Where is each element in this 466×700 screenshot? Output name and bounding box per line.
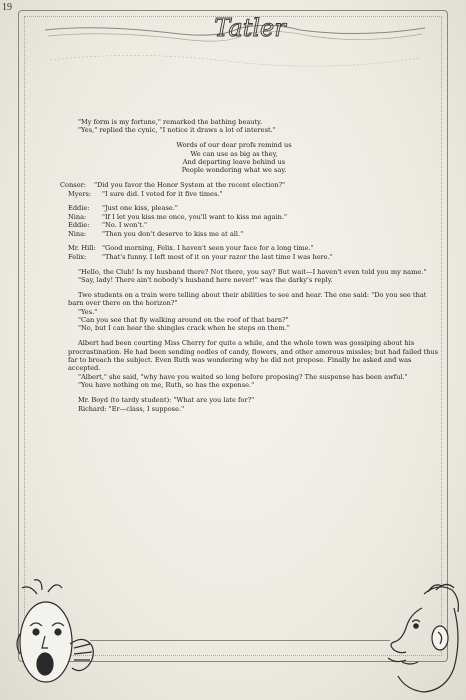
joke-paragraph: Albert had been courting Miss Cherry for quite a while, and the whole town was gossiping about his procrastination. He had been sending oodles of candy, flowers, and other amorous missles; but had failed thus far to broach the subject. Even Ruth was wondering why he did not propose. Finally he asked and was accepted. [68,339,438,373]
speaker-text: "No. I won't." [102,221,148,230]
speaker-name: Mr. Hill: [68,244,96,253]
speaker-name: Eddie: [68,204,90,213]
speaker-text: "If I let you kiss me once, you'll want to kiss me again." [102,212,288,221]
speaker-name: Eddie: [68,221,90,230]
speaker-name: Nina: [68,229,87,238]
speaker-name: Mr. Boyd (to tardy student): [78,396,172,405]
poem-line: We can use as big as they, [190,149,278,158]
joke-line: "My form is my fortune," remarked the bathing beauty. [78,118,263,126]
cartoon-shouting-face-illustration [12,574,102,694]
page-number: 19 [2,2,12,13]
speaker-text: "What are you late for?" [173,396,255,405]
speaker-text: "Did you favor the Honor System at the recent election?" [94,181,286,190]
speaker-name: Richard: [78,404,107,413]
bottom-border-line [90,640,390,641]
dialogue-line [60,181,440,189]
dialogue-line [68,204,440,212]
poem [68,141,440,175]
joke-paragraph: "Albert," she said, "why have you waited so long before proposing? The suspense has been awful." [78,372,408,381]
poem-line: Words of our dear profs remind us [176,141,292,150]
speaker-name: Consor: [60,181,86,190]
speaker-name: Nina: [68,212,87,221]
joke-line: "Yes." [78,307,98,316]
jokes-column [60,118,440,413]
joke-paragraph: Two students on a train were telling about their abilities to see and hear. The one said: "Do you see that barn over there on the horizon?" [68,290,427,308]
speaker-text: "Good morning, Felix. I haven't seen your face for a long time." [102,244,314,253]
dialogue-line [68,253,440,261]
speaker-name: Myers: [68,189,92,198]
cartoon-listening-face-illustration [384,578,464,696]
dialogue-line [68,190,440,198]
speaker-text: "Then you don't deserve to kiss me at all." [102,229,244,238]
poem-line: And departing leave behind us [182,158,286,167]
dialogue-line [68,405,440,413]
dialogue-line [68,221,440,229]
dialogue-line [68,244,440,252]
dialogue-line [68,230,440,238]
dialogue-line [68,396,440,404]
joke-line: "Can you see that fly walking around on the roof of that barn?" [78,316,289,325]
joke-line: "Yes," replied the cynic, "I notice it draws a lot of interest." [78,126,276,135]
speaker-text: "Just one kiss, please." [102,204,178,213]
speaker-text: "That's funny. I left most of it on your razor the last time I was here." [102,252,333,261]
tatler-masthead [205,10,295,44]
poem-line: People wondering what we say. [181,166,287,175]
joke-paragraph: "Say, lady! There ain't nobody's husband here never!" was the darky's reply. [78,276,333,285]
joke-line: "You have nothing on me, Ruth, so has the expense." [78,381,255,390]
dialogue-line [68,213,440,221]
speaker-text: "I sure did. I voted for it five times." [102,189,223,198]
joke-paragraph: "Hello, the Club! Is my husband there? Not there, you say? But wait—I haven't even told you my name." [78,267,427,276]
joke-line: "No, but I can hear the shingles crack when he steps on them." [78,324,290,333]
speaker-text: "Er—class, I suppose." [108,404,185,413]
speaker-name: Felix: [68,252,87,261]
masthead-title: Tatler [214,14,286,42]
